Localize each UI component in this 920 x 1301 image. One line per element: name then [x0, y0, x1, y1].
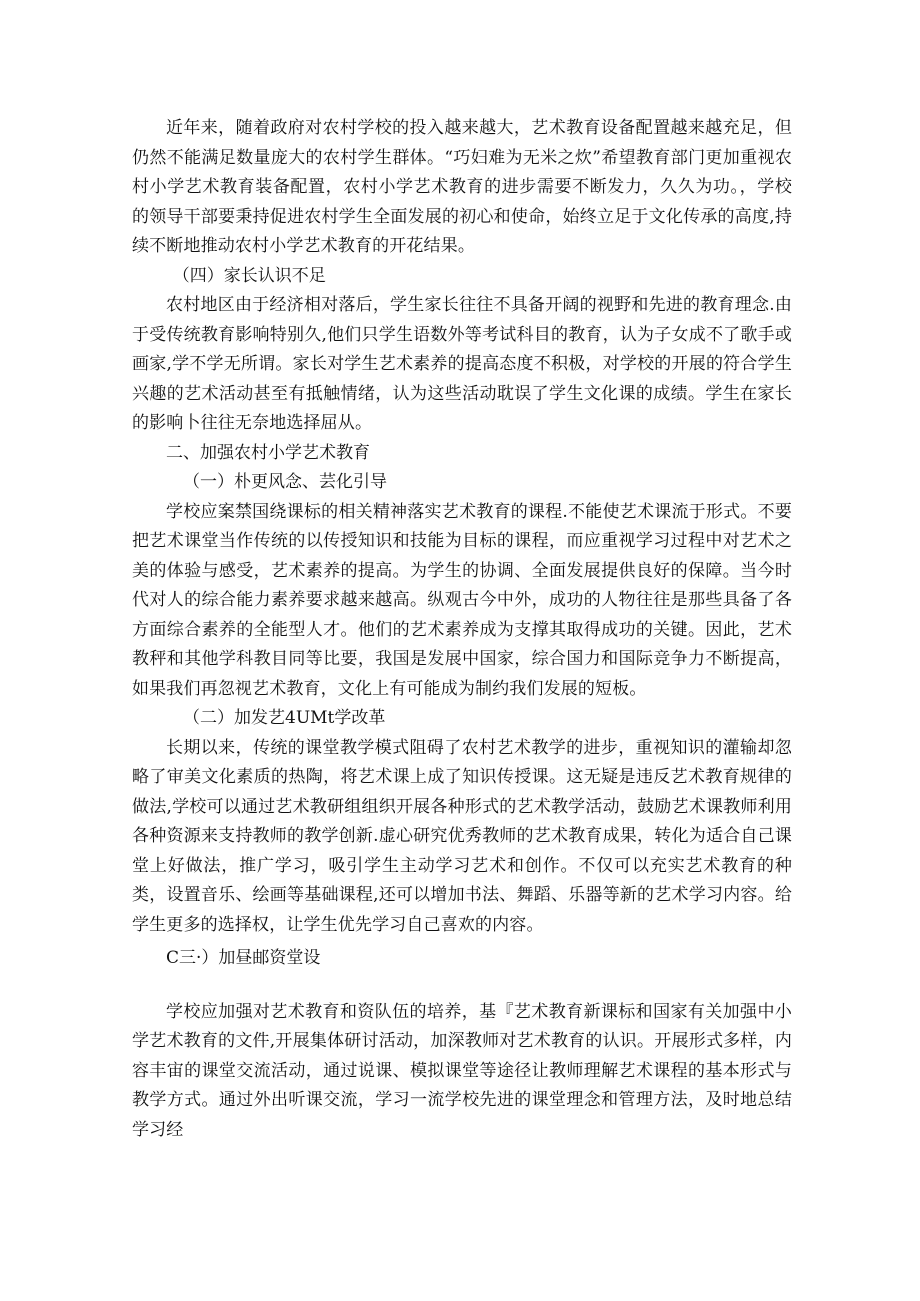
paragraph-curriculum: 学校应案禁国绕课标的相关精神落实艺术教育的课程.不能使艺术课流于形式。不要把艺术课堂当作传统的以传授知识和技能为目标的课程，而应重视学习过程中对艺术之美的体验与感受，艺术素养的提高。为学生的协调、全面发展提供良好的保障。当今时代对人的综合能力素养要求越来越高。纵观古今中外，成功的人物往往是那些具备了各方面综合素养的全能型人才。他们的艺术素养成为支撑其取得成功的关键。因此，艺术教秤和其他学科教目同等比要，我国是发展中国家，综合国力和国际竞争力不断提高，如果我们再忽视艺术教育，文化上有可能成为制约我们发展的短板。	[132, 501, 792, 699]
heading-teacher-team: C三·）加昼邮资堂设	[166, 948, 321, 968]
paragraph-investment: 近年来，随着政府对农村学校的投入越来越大，艺术教育设备配置越来越充足，但仍然不能满足数量庞大的农村学生群体。“巧妇难为无米之炊”希望教育部门更加重视农村小学艺术教育装备配置，农村小学艺术教育的进步需要不断发力，久久为功。，学校的领导干部要秉持促进农村学生全面发展的初心和使命，始终立足于文化传承的高度,持续不断地推动农村小学艺术教育的开花结果。	[132, 118, 792, 256]
heading-teaching-reform: （二）加发艺4UMt学改革	[183, 708, 386, 728]
paragraph-teacher-training: 学校应加强对艺术教育和资队伍的培养，基『艺术教育新课标和国家有关加强中小学艺术教育的文件,开展集体研讨活动，加深教师对艺术教育的认识。开展形式多样，内容丰宙的课堂交流活动，通过说课、模拟课堂等途径让教师理解艺术课程的基本形式与教学方式。通过外出听课交流，学习一流学校先进的课堂理念和管理方法，及时地总结学习经	[132, 1001, 792, 1140]
heading-section-two: 二、加强农村小学艺术教育	[166, 442, 370, 463]
document-page	[132, 114, 792, 1145]
heading-parents-awareness: （四）家长认识不足	[172, 265, 326, 286]
heading-concept-guidance: （一）朴更风念、芸化引导	[183, 472, 387, 492]
paragraph-teaching: 长期以来，传统的课堂教学模式阻碍了农村艺术教学的进步，重视知识的灌输却忽略了审美文化素质的热陶，将艺术课上成了知识传授课。这无疑是违反艺术教育规律的做法,学校可以通过艺术教研组组织开展各种形式的艺术教学活动，鼓励艺术课教师利用各种资源来支持教师的教学创新.虚心研究优秀教师的艺术教育成果，转化为适合自己课堂上好做法，推广学习，吸引学生主动学习艺术和创作。不仅可以充实艺术教育的种类，设置音乐、绘画等基础课程,还可以增加书法、舞蹈、乐器等新的艺术学习内容。给学生更多的选择权，让学生优先学习自己喜欢的内容。	[132, 737, 792, 935]
paragraph-parents: 农村地区由于经济相对落后，学生家长往往不具备开阔的视野和先进的教育理念.由于受传统教育影响特别久,他们只学生语数外等考试科目的教育，认为子女成不了歌手或画家,学不学无所谓。家长对学生艺术素养的提高态度不积极，对学校的开展的符合学生兴趣的艺术活动甚至有抵触情绪，认为这些活动耽误了学生文化课的成绩。学生在家长的影响卜往往无奈地选择屈从。	[132, 295, 792, 433]
